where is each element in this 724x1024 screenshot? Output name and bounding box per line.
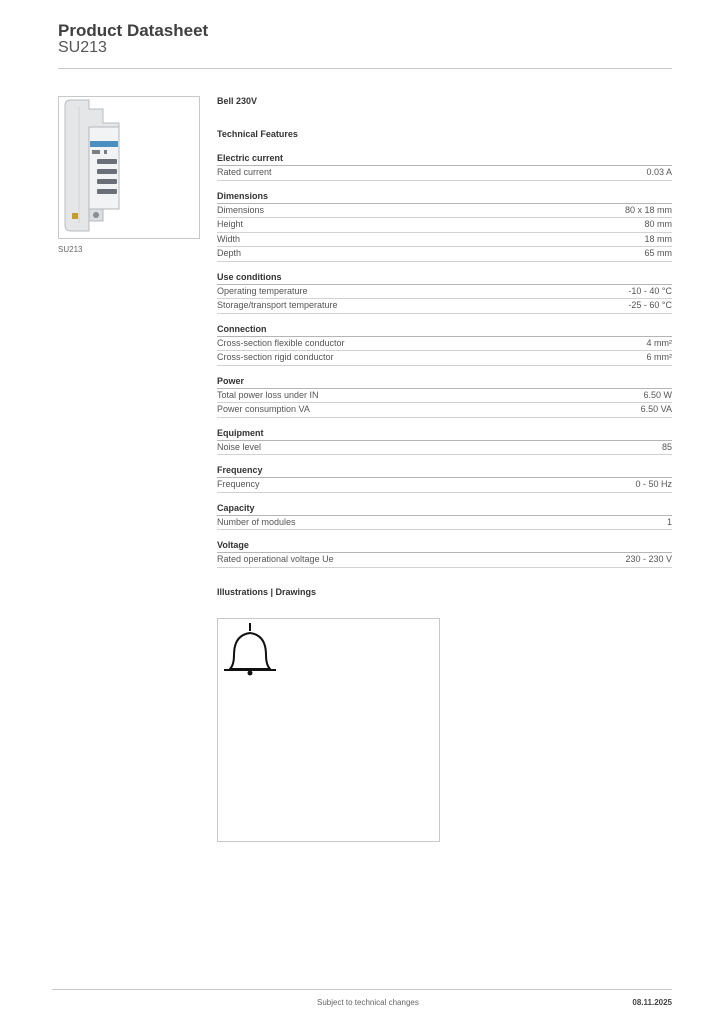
- feature-label: Cross-section flexible conductor: [217, 337, 345, 348]
- feature-value: 6.50 VA: [640, 404, 672, 414]
- feature-label: Number of modules: [217, 516, 296, 527]
- drawing-frame: [217, 618, 440, 842]
- feature-value: 65 mm: [644, 248, 672, 258]
- feature-row: [217, 337, 672, 352]
- feature-row: [217, 389, 672, 404]
- product-photo: [58, 96, 200, 239]
- photo-caption: SU213: [58, 245, 83, 254]
- section-title: Dimensions: [217, 190, 672, 204]
- feature-value: 18 mm: [644, 233, 672, 244]
- feature-row: [217, 247, 672, 262]
- feature-section: [217, 271, 672, 314]
- product-name: Bell 230V: [217, 96, 258, 106]
- feature-section: [217, 427, 672, 456]
- feature-label: Width: [217, 233, 241, 244]
- feature-label: Height: [217, 219, 244, 229]
- feature-row: [217, 351, 672, 366]
- feature-section: [217, 502, 672, 531]
- feature-value: 0.03 A: [646, 167, 672, 177]
- feature-label: Cross-section rigid conductor: [217, 352, 334, 362]
- feature-label: Depth: [217, 248, 242, 258]
- feature-row: [217, 478, 672, 493]
- feature-value: -10 - 40 °C: [628, 285, 672, 296]
- product-image: [59, 97, 199, 238]
- feature-label: Total power loss under IN: [217, 389, 319, 400]
- feature-section: [217, 375, 672, 418]
- bell-icon: [220, 621, 280, 681]
- section-title: Use conditions: [217, 271, 672, 285]
- feature-value: 6 mm²: [646, 352, 672, 362]
- section-title: Capacity: [217, 502, 672, 516]
- feature-label: Storage/transport temperature: [217, 300, 338, 310]
- section-title: Power: [217, 375, 672, 389]
- feature-label: Rated current: [217, 167, 272, 177]
- feature-row: [217, 553, 672, 568]
- feature-label: Frequency: [217, 479, 260, 489]
- header-divider: [58, 68, 672, 69]
- footer-divider: [52, 989, 672, 990]
- feature-sections: [217, 152, 672, 568]
- feature-row: [217, 204, 672, 219]
- feature-row: [217, 233, 672, 248]
- section-title: Connection: [217, 323, 672, 337]
- feature-label: Power consumption VA: [217, 404, 310, 414]
- page-title: Product Datasheet: [58, 21, 209, 40]
- product-code: SU213: [58, 39, 107, 56]
- feature-label: Noise level: [217, 441, 262, 452]
- feature-label: Rated operational voltage Ue: [217, 554, 334, 564]
- feature-value: -25 - 60 °C: [628, 300, 672, 310]
- section-title: Electric current: [217, 152, 672, 166]
- feature-label: Dimensions: [217, 204, 265, 215]
- feature-row: [217, 285, 672, 300]
- feature-section: [217, 539, 672, 568]
- feature-value: 80 x 18 mm: [624, 204, 672, 215]
- feature-row: [217, 516, 672, 531]
- technical-features-heading: Technical Features: [217, 129, 298, 139]
- feature-label: Operating temperature: [217, 285, 308, 296]
- datasheet-content: [217, 96, 672, 598]
- section-title: Frequency: [217, 464, 672, 478]
- feature-row: [217, 403, 672, 418]
- feature-row: [217, 218, 672, 233]
- section-title: Voltage: [217, 539, 672, 553]
- feature-value: 0 - 50 Hz: [635, 479, 672, 489]
- feature-section: [217, 152, 672, 181]
- feature-section: [217, 323, 672, 366]
- footer-note: Subject to technical changes: [317, 998, 419, 1007]
- feature-section: [217, 190, 672, 262]
- feature-value: 80 mm: [644, 219, 672, 229]
- feature-value: 6.50 W: [643, 389, 672, 400]
- feature-value: 230 - 230 V: [625, 554, 672, 564]
- feature-row: [217, 299, 672, 314]
- feature-value: 4 mm²: [646, 337, 672, 348]
- feature-row: [217, 166, 672, 181]
- feature-value: 1: [666, 516, 672, 527]
- feature-row: [217, 441, 672, 456]
- feature-value: 85: [661, 441, 672, 452]
- footer-date: 08.11.2025: [632, 998, 672, 1007]
- illustrations-heading: Illustrations | Drawings: [217, 586, 317, 597]
- section-title: Equipment: [217, 427, 672, 441]
- feature-section: [217, 464, 672, 493]
